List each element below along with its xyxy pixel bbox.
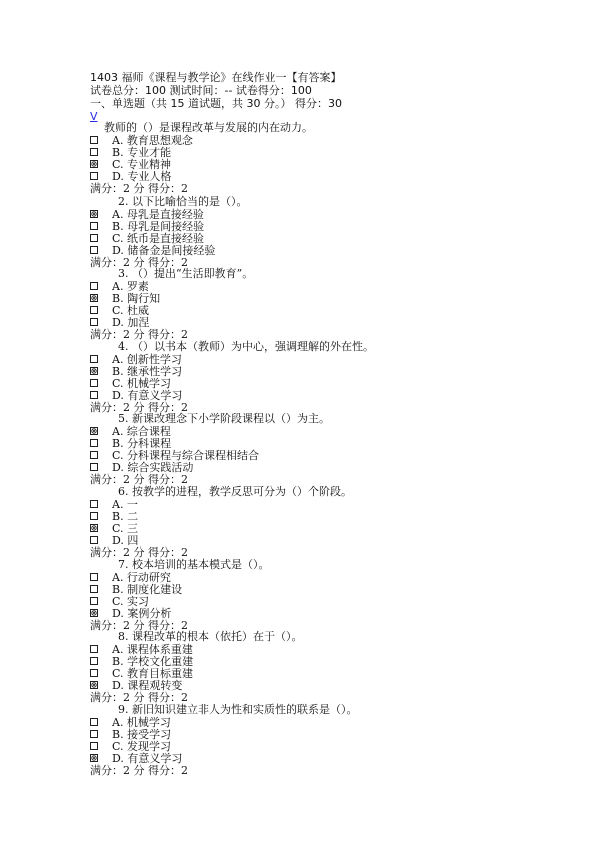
score-line: 满分：2 分 得分：2 (90, 764, 188, 777)
question-text: 8. 课程改革的根本（依托）在于（）。 (118, 630, 303, 643)
option-label: B. 继承性学习 (112, 365, 183, 378)
answer-option[interactable] (90, 305, 590, 317)
score-line: 满分：2 分 得分：2 (90, 328, 188, 341)
option-label: D. 综合实践活动 (112, 461, 194, 474)
option-label: D. 储备金是间接经验 (112, 244, 216, 257)
question-text: 2. 以下比喻恰当的是（）。 (118, 195, 248, 208)
score-line: 满分：2 分 得分：2 (90, 401, 188, 414)
option-label: A. 罗素 (112, 280, 149, 293)
radio-selected-icon[interactable] (90, 160, 98, 168)
radio-icon[interactable] (90, 645, 98, 653)
radio-selected-icon[interactable] (90, 210, 98, 218)
doc-title: 1403 福师《课程与教学论》在线作业一【有答案】 (90, 71, 342, 84)
score-line: 满分：2 分 得分：2 (90, 473, 188, 486)
option-label: B. 二 (112, 510, 139, 523)
option-label: A. 行动研究 (112, 571, 171, 584)
option-label: D. 四 (112, 534, 139, 547)
option-label: B. 制度化建设 (112, 583, 183, 596)
question-text: 7. 校本培训的基本模式是（）。 (118, 558, 270, 571)
expand-link[interactable]: V (90, 110, 98, 123)
radio-icon[interactable] (90, 463, 98, 471)
option-label: B. 学校文化重建 (112, 655, 194, 668)
option-label: C. 实习 (112, 595, 150, 608)
radio-icon[interactable] (90, 597, 98, 605)
option-label: B. 接受学习 (112, 728, 172, 741)
option-label: D. 专业人格 (112, 170, 172, 183)
radio-selected-icon[interactable] (90, 609, 98, 617)
option-label: C. 纸币是直接经验 (112, 232, 205, 245)
option-label: A. 教育思想观念 (112, 134, 193, 147)
radio-icon[interactable] (90, 439, 98, 447)
radio-selected-icon[interactable] (90, 294, 98, 302)
answer-option[interactable] (90, 499, 590, 511)
radio-icon[interactable] (90, 148, 98, 156)
option-label: D. 有意义学习 (112, 752, 183, 765)
answer-option[interactable] (90, 511, 590, 523)
option-label: C. 教育目标重建 (112, 667, 194, 680)
option-label: C. 分科课程与综合课程相结合 (112, 449, 260, 462)
option-label: D. 加涅 (112, 316, 150, 329)
radio-icon[interactable] (90, 536, 98, 544)
option-label: A. 创新性学习 (112, 353, 182, 366)
option-label: A. 课程体系重建 (112, 643, 193, 656)
score-line: 满分：2 分 得分：2 (90, 546, 188, 559)
option-label: C. 机械学习 (112, 377, 172, 390)
radio-icon[interactable] (90, 657, 98, 665)
radio-icon[interactable] (90, 246, 98, 254)
section-heading: 一、单选题（共 15 道试题，共 30 分。） 得分：30 (90, 97, 342, 110)
option-label: C. 发现学习 (112, 740, 172, 753)
question-text: 6. 按教学的进程，教学反思可分为（）个阶段。 (118, 485, 352, 498)
answer-option[interactable] (90, 523, 590, 535)
score-line: 满分：2 分 得分：2 (90, 182, 188, 195)
radio-icon[interactable] (90, 742, 98, 750)
radio-icon[interactable] (90, 172, 98, 180)
radio-icon[interactable] (90, 391, 98, 399)
radio-selected-icon[interactable] (90, 367, 98, 375)
radio-icon[interactable] (90, 669, 98, 677)
option-label: D. 案例分析 (112, 607, 172, 620)
option-label: C. 三 (112, 522, 139, 535)
answer-option[interactable] (90, 281, 590, 293)
radio-icon[interactable] (90, 451, 98, 459)
radio-icon[interactable] (90, 282, 98, 290)
radio-icon[interactable] (90, 136, 98, 144)
radio-icon[interactable] (90, 379, 98, 387)
radio-icon[interactable] (90, 306, 98, 314)
radio-icon[interactable] (90, 355, 98, 363)
radio-icon[interactable] (90, 718, 98, 726)
radio-icon[interactable] (90, 500, 98, 508)
score-line: 满分：2 分 得分：2 (90, 619, 188, 632)
radio-icon[interactable] (90, 318, 98, 326)
option-label: D. 有意义学习 (112, 389, 183, 402)
radio-icon[interactable] (90, 222, 98, 230)
question-text: 5. 新课改理念下小学阶段课程以（）为主。 (118, 412, 330, 425)
radio-icon[interactable] (90, 585, 98, 593)
option-label: A. 一 (112, 498, 138, 511)
radio-selected-icon[interactable] (90, 754, 98, 762)
option-label: C. 杜威 (112, 304, 150, 317)
option-label: A. 母乳是直接经验 (112, 208, 204, 221)
option-label: B. 分科课程 (112, 437, 172, 450)
question-text: 教师的（）是课程改革与发展的内在动力。 (104, 121, 313, 134)
question-text: 3. （）提出“生活即教育”。 (118, 267, 254, 280)
option-label: B. 专业才能 (112, 146, 172, 159)
option-label: C. 专业精神 (112, 158, 172, 171)
option-label: A. 综合课程 (112, 425, 171, 438)
exam-meta: 试卷总分：100 测试时间：-- 试卷得分：100 (90, 84, 312, 97)
radio-selected-icon[interactable] (90, 427, 98, 435)
question-text: 4. （）以书本（教师）为中心，强调理解的外在性。 (118, 340, 374, 353)
radio-icon[interactable] (90, 730, 98, 738)
option-label: B. 陶行知 (112, 292, 161, 305)
option-label: B. 母乳是间接经验 (112, 220, 205, 233)
score-line: 满分：2 分 得分：2 (90, 691, 188, 704)
radio-icon[interactable] (90, 234, 98, 242)
radio-icon[interactable] (90, 512, 98, 520)
radio-selected-icon[interactable] (90, 681, 98, 689)
score-line: 满分：2 分 得分：2 (90, 256, 188, 269)
option-label: D. 课程观转变 (112, 679, 183, 692)
answer-option[interactable] (90, 584, 590, 596)
answer-option[interactable] (90, 293, 590, 305)
radio-selected-icon[interactable] (90, 524, 98, 532)
option-label: A. 机械学习 (112, 716, 171, 729)
radio-icon[interactable] (90, 573, 98, 581)
question-text: 9. 新旧知识建立非人为性和实质性的联系是（）。 (118, 703, 358, 716)
